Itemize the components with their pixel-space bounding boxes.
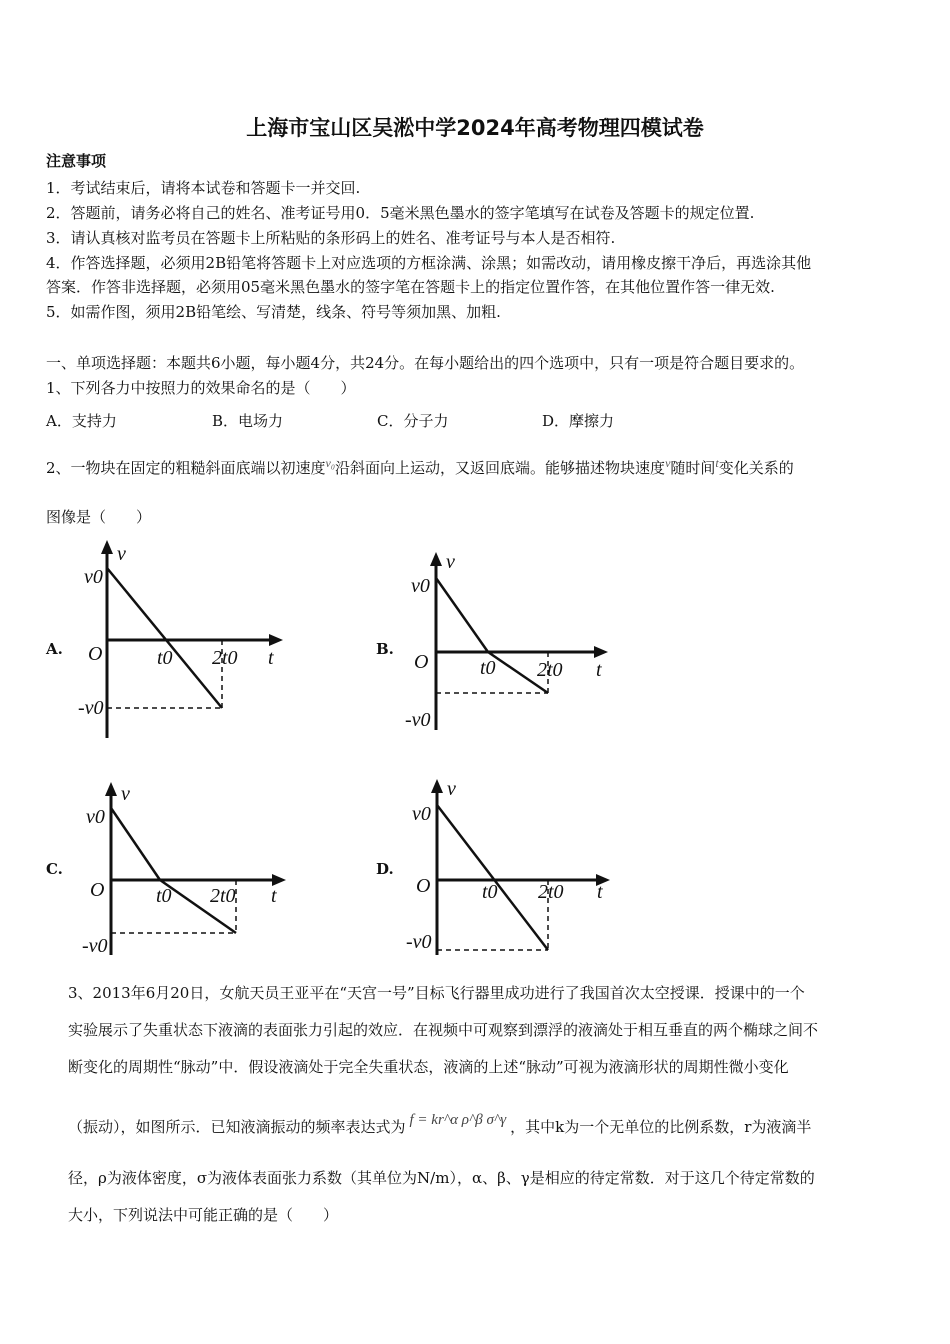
q3-line-3: 断变化的周期性“脉动”中．假设液滴处于完全失重状态，液滴的上述“脉动”可视为液滴形状的周期性微小变化 — [68, 1058, 789, 1076]
v0-label: v0 — [412, 803, 431, 825]
neg-v0-label: -v0 — [82, 935, 108, 957]
notice-item: 4．作答选择题，必须用2B铅笔将答题卡上对应选项的方框涂满、涂黑；如需改动，请用橡皮擦干净后，再选涂其他 — [46, 254, 812, 272]
frequency-formula: f = kr^α ρ^β σ^γ — [409, 1112, 507, 1128]
q2-text-4: 变化关系的 — [718, 459, 794, 477]
page-title: 上海市宝山区吴淞中学2024年高考物理四模试卷 — [246, 116, 704, 140]
t0-label: t0 — [156, 885, 172, 907]
q3-line-2: 实验展示了失重状态下液滴的表面张力引起的效应．在视频中可观察到漂浮的液滴处于相互垂直的两个椭球之间不 — [68, 1021, 819, 1039]
notice-item: 1．考试结束后，请将本试卷和答题卡一并交回. — [46, 179, 361, 197]
notice-item: 答案．作答非选择题，必须用05毫米黑色墨水的签字笔在答题卡上的指定位置作答，在其他位置作答一律无效. — [46, 278, 775, 296]
q1-option-c[interactable]: C．分子力 — [377, 412, 449, 430]
q3-line-4a: （振动），如图所示．已知液滴振动的频率表达式为 — [68, 1118, 406, 1136]
two-t0-label: 2t0 — [210, 885, 236, 907]
neg-v0-label: -v0 — [78, 697, 104, 719]
origin-label: O — [90, 879, 105, 901]
question-1-stem: 1、下列各力中按照力的效果命名的是（ ） — [46, 379, 356, 397]
velocity-line — [437, 805, 548, 950]
origin-label: O — [88, 643, 103, 665]
notice-item: 3．请认真核对监考员在答题卡上所粘贴的条形码上的姓名、准考证号与本人是否相符. — [46, 229, 616, 247]
q2-option-d-label[interactable]: D. — [376, 860, 394, 878]
two-t0-label: 2t0 — [537, 659, 563, 681]
notice-item: 5．如需作图，须用2B铅笔绘、写清楚，线条、符号等须加黑、加粗. — [46, 303, 501, 321]
t-axis-label: t — [597, 881, 603, 903]
q3-line-4 — [68, 1112, 908, 1137]
q3-line-4b: ，其中k为一个无单位的比例系数，r为液滴半 — [510, 1118, 812, 1136]
q2-option-a-label[interactable]: A. — [46, 640, 63, 658]
section-heading: 一、单项选择题：本题共6小题，每小题4分，共24分。在每小题给出的四个选项中，只有一项是符合题目要求的。 — [46, 354, 805, 372]
origin-label: O — [414, 651, 429, 673]
v-axis-label: v — [446, 551, 455, 573]
q1-option-a[interactable]: A．支持力 — [46, 412, 117, 430]
v-axis-label: v — [121, 783, 130, 805]
neg-v0-label: -v0 — [406, 931, 432, 953]
v0-symbol: v₀ — [325, 456, 336, 470]
t-axis-label: t — [271, 885, 277, 907]
q2-text-3: 随时间 — [670, 459, 716, 477]
v0-label: v0 — [84, 566, 103, 588]
v-axis-arrow — [431, 779, 443, 793]
t0-label: t0 — [482, 881, 498, 903]
neg-v0-label: -v0 — [405, 709, 431, 731]
q3-line-1: 3、2013年6月20日，女航天员王亚平在“天宫一号”目标飞行器里成功进行了我国首次太空授课．授课中的一个 — [68, 984, 805, 1002]
two-t0-label: 2t0 — [212, 647, 238, 669]
t0-label: t0 — [480, 657, 496, 679]
question-2-stem-cont: 图像是（ ） — [46, 508, 152, 526]
q2-option-b-label[interactable]: B. — [376, 640, 394, 658]
q1-option-b[interactable]: B．电场力 — [212, 412, 284, 430]
t-axis-label: t — [596, 659, 602, 681]
two-t0-label: 2t0 — [538, 881, 564, 903]
q2-option-c-label[interactable]: C. — [46, 860, 63, 878]
v-axis-label: v — [447, 778, 456, 800]
notice-heading: 注意事项 — [46, 152, 107, 170]
q2-text-2: 沿斜面向上运动，又返回底端。能够描述物块速度 — [335, 459, 666, 477]
t-symbol: t — [715, 456, 719, 470]
q3-line-5: 径，ρ为液体密度，σ为液体表面张力系数（其单位为N/m），α、β、γ是相应的待定常数．对于这几个待定常数的 — [68, 1169, 815, 1187]
notice-item: 2．答题前，请务必将自己的姓名、准考证号用0．5毫米黑色墨水的签字笔填写在试卷及答题卡的规定位置. — [46, 204, 755, 222]
v-axis-label: v — [117, 543, 126, 565]
q3-line-6: 大小，下列说法中可能正确的是（ ） — [68, 1206, 339, 1224]
v0-label: v0 — [411, 575, 430, 597]
t-axis-label: t — [268, 647, 274, 669]
q1-option-d[interactable]: D．摩擦力 — [542, 412, 615, 430]
v-symbol: v — [665, 456, 671, 470]
q2-text-1: 2、一物块在固定的粗糙斜面底端以初速度 — [46, 459, 326, 477]
t0-label: t0 — [157, 647, 173, 669]
v0-label: v0 — [86, 806, 105, 828]
origin-label: O — [416, 875, 431, 897]
